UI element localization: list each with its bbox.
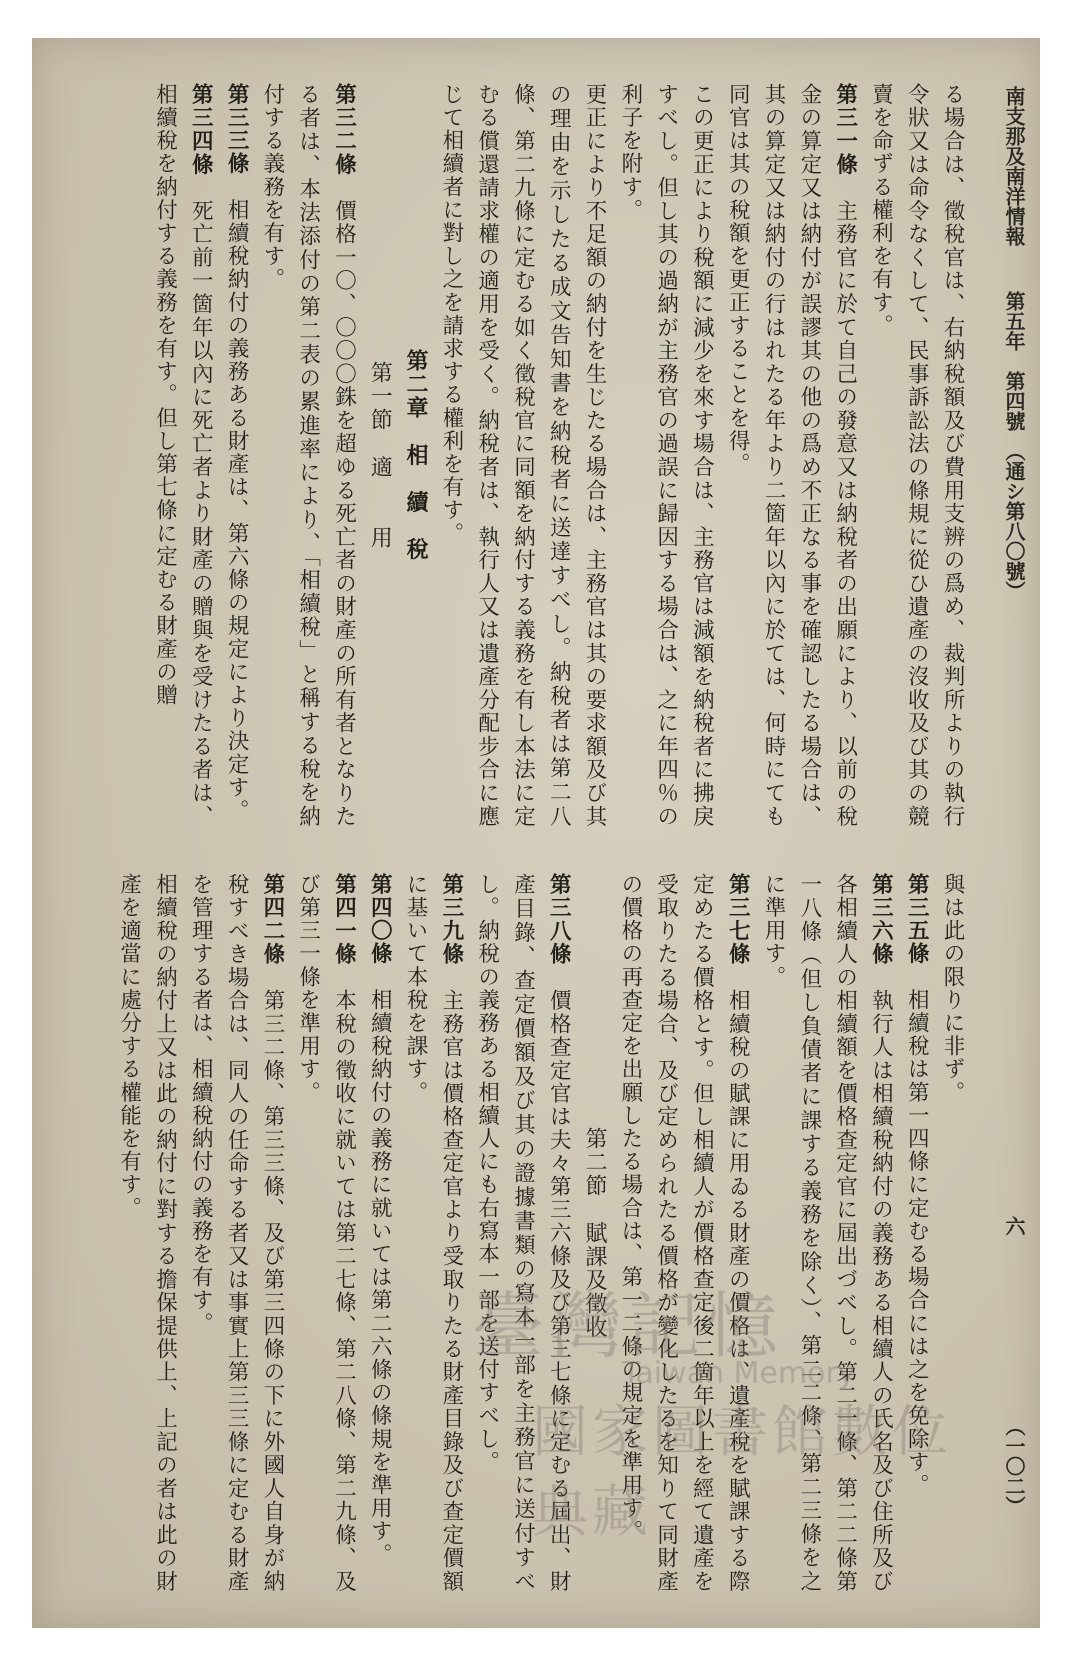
watermark-latin: Taiwan Memory <box>622 1356 856 1391</box>
watermark-subtitle: 國家圖書館數位典藏 <box>532 1400 952 1545</box>
article-paragraph <box>182 873 289 1593</box>
article-paragraph <box>719 83 862 828</box>
page-kanji: 六 <box>1002 1216 1026 1236</box>
page-body <box>32 38 1040 1628</box>
page-number: （一〇二） <box>1002 1416 1026 1516</box>
article-text: 第三二條、第三三條、及び第三四條の下に外國人自身が納稅すべき場合は、同人の任命する者又は事實上第三三條に定むる財產を管理する者は、相續稅納付の義務を有す。 <box>188 873 285 1593</box>
label-gap <box>367 965 392 988</box>
article-label: 第四一條 <box>331 873 357 966</box>
section-heading: 第一節 適 用 <box>367 361 393 550</box>
label-gap <box>833 176 858 199</box>
article-label: 第三六條 <box>868 873 894 966</box>
article-text: 相續稅納付の義務ある財產は、第六條の規定により決定す。 <box>224 198 250 823</box>
label-gap <box>868 966 893 989</box>
label-gap <box>260 966 285 989</box>
label-gap <box>439 966 464 989</box>
article-label: 第三五條 <box>904 873 930 966</box>
article-label: 第三八條 <box>546 873 572 966</box>
article-text: 主務官に於て自己の發意又は納稅者の出願により、以前の稅金の算定又は納付が誤謬其の他の爲め不正なる事を確認したる場合は、其の算定又は納付の行はれたる年より二箇年以內に於ては、何時にても同官は其の稅額を更正することを得。 <box>725 83 858 829</box>
article-paragraph <box>290 873 362 1593</box>
article-label: 第三九條 <box>438 873 464 966</box>
article-label: 第三七條 <box>725 873 751 966</box>
journal-title: 南支那及南洋情報 <box>1002 86 1026 246</box>
label-gap <box>188 176 213 199</box>
article-text: 相續稅の賦課に用ゐる財產の價格は、遺產稅を賦課する際定めたる價格とす。但し相續人が價格查定後二箇年以上を經て遺產を受取りたる場合、及び定められたる價格が變化したるを知りて同財產の價格の再查定を出願したる場合は、第一二條の規定を準用す。 <box>617 873 751 1593</box>
article-label: 第四〇條 <box>367 873 393 966</box>
label-gap <box>224 175 249 198</box>
article-text: 死亡前一箇年以內に死亡者より財產の贈與を受けたる者は、相續稅を納付する義務を有す。但し第七條に定むる財產の贈 <box>152 83 214 829</box>
watermark-title: 臺灣記憶 <box>472 1284 785 1368</box>
article-label: 第四二條 <box>259 873 285 966</box>
article-paragraph <box>254 83 361 828</box>
label-gap <box>725 966 750 989</box>
article-label: 第三二條 <box>331 83 357 177</box>
article-text: 執行人は相續稅納付の義務ある相續人の氏名及び住所及び各相續人の相續額を價格查定官に屆出づべし。第二一條、第二二條第一八條（但し負債者に課する義務を除く）、第二二條、第二三條を之に準用す。 <box>761 873 894 1593</box>
issue-info: 第五年 第四號 （通シ第八〇號） <box>1002 291 1026 601</box>
article-text: 價格查定官は夫々第三六條及び第三七條に定むる屆出、財產目錄、查定價額及び其の證據書類の寫本一部を主務官に送付すべし。納稅の義務ある相續人にも右寫本一部を送付すべし。 <box>474 873 572 1593</box>
article-label: 第三四條 <box>188 83 214 177</box>
body-paragraph: この更正により稅額に減少を來す場合は、主務官は減額を納稅者に拂戾すべし。但し其の過納が主務官の過誤に歸因する場合は、之に年四％の利子を附す。 <box>617 83 715 828</box>
watermark <box>472 1268 992 1545</box>
article-text: 本稅の徵收に就いては第二七條、第二八條、第二九條、及び第三一條を準用す。 <box>295 873 357 1593</box>
scanned-page <box>32 38 1040 1628</box>
article-text: 相續稅納付の義務に就いては第二六條の條規を準用す。 <box>367 988 393 1567</box>
article-paragraph <box>397 873 469 1593</box>
article-text: 主務官は價格查定官より受取りたる財產目錄及び查定價額に基いて本稅を課す。 <box>403 873 464 1593</box>
label-gap <box>546 966 571 989</box>
article-text: 相續稅は第一四條に定むる場合には之を免除す。 <box>904 988 930 1497</box>
article-label: 第三一條 <box>832 83 858 177</box>
upper-text-block <box>90 83 970 828</box>
article-label: 第三三條 <box>224 83 250 176</box>
chapter-heading: 第二章 相 續 稅 <box>403 349 430 562</box>
article-paragraph <box>218 83 254 828</box>
article-paragraph <box>361 873 397 1593</box>
label-gap <box>331 176 356 199</box>
label-gap <box>331 966 356 989</box>
label-gap <box>904 965 929 988</box>
article-text: 價格一〇、〇〇〇銖を超ゆる死亡者の財產の所有者となりたる者は、本法添付の第二表の累進率により、「相續稅」と稱する稅を納付する義務を有す。 <box>259 83 357 829</box>
section-heading: 第二節 賦課及徵收 <box>582 1126 608 1340</box>
body-paragraph: 與は此の限りに非ず。 <box>940 873 965 1104</box>
body-paragraph: る場合は、徵稅官は、右納稅額及び費用支辨の爲め、裁判所よりの執行令狀又は命令なくして、民事訴訟法の條規に從ひ遺產の沒收及び其の競賣を命ずる權利を有す。 <box>868 83 965 828</box>
article-paragraph <box>147 83 219 828</box>
body-paragraph: 相續稅の納付上又は此の納付に對する擔保提供上、上記の者は此の財產を適當に處分する權能を有す。 <box>116 873 178 1593</box>
body-paragraph: 更正により不足額の納付を生じたる場合は、主務官は其の要求額及び其の理由を示したる成文告知書を納稅者に送達すべし。納稅者は第二八條、第二九條に定むる如く徵稅官に同額を納付する義務を有し本法に定むる償還請求權の適用を受く。納稅者は、執行人又は遺產分配步合に應じて相續者に對し之を請求する權利を有す。 <box>438 83 608 828</box>
